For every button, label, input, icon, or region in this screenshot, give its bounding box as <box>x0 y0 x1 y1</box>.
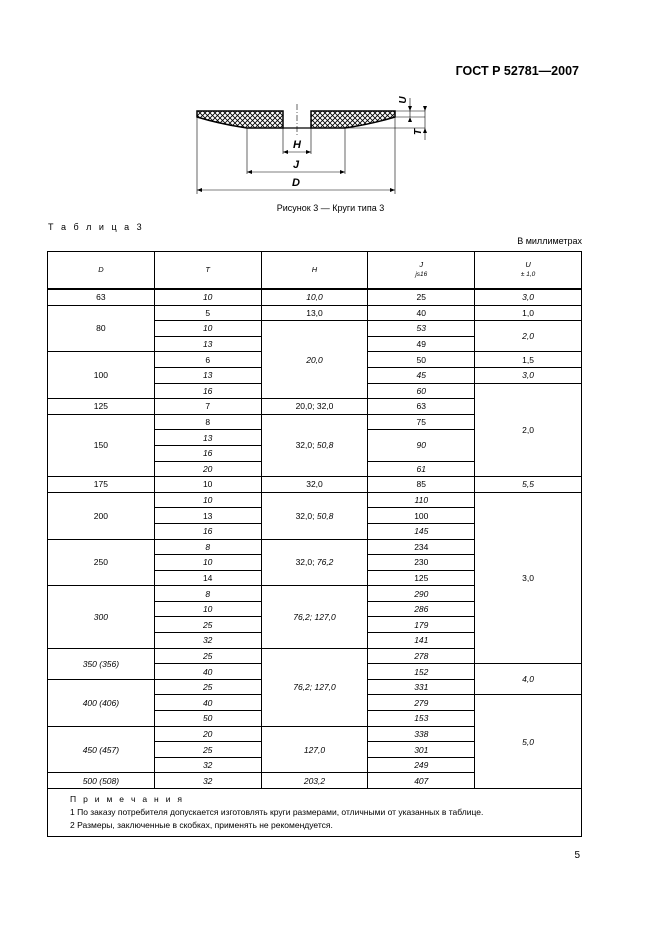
cell-T: 16 <box>154 383 261 399</box>
cell-H: 32,0; 76,2 <box>261 539 368 586</box>
cell-D: 500 (508) <box>48 773 155 789</box>
note-1: 1 По заказу потребителя допускается изготовлять круги размерами, отличными от указанных в таблице. <box>70 807 484 817</box>
cell-J: 338 <box>368 726 475 742</box>
cell-T: 10 <box>154 321 261 337</box>
cell-H: 20,0 <box>261 321 368 399</box>
cell-H: 203,2 <box>261 773 368 789</box>
header-J-tolerance: js16 <box>415 271 428 278</box>
table-header-row <box>48 252 582 290</box>
cell-U: 3,0 <box>475 289 582 305</box>
dimensions-table <box>47 251 582 837</box>
cell-T: 8 <box>154 586 261 602</box>
cell-H: 76,2; 127,0 <box>261 586 368 648</box>
notes-title: П р и м е ч а н и я <box>70 794 185 804</box>
cell-D: 400 (406) <box>48 679 155 726</box>
cell-U: 1,5 <box>475 352 582 368</box>
cell-J: 249 <box>368 757 475 773</box>
cell-J: 63 <box>368 399 475 415</box>
cell-T: 13 <box>154 367 261 383</box>
header-U <box>475 252 582 290</box>
dim-label-H: H <box>293 139 301 151</box>
cell-U: 2,0 <box>475 321 582 352</box>
cell-H: 13,0 <box>261 305 368 321</box>
header-U-label: U <box>525 260 531 269</box>
cell-U: 3,0 <box>475 492 582 664</box>
cell-T: 10 <box>154 289 261 305</box>
cell-J: 50 <box>368 352 475 368</box>
cell-J: 49 <box>368 336 475 352</box>
standard-header: ГОСТ Р 52781—2007 <box>455 64 579 78</box>
cell-H: 32,0 <box>261 477 368 493</box>
cell-D: 100 <box>48 352 155 399</box>
cell-D: 250 <box>48 539 155 586</box>
cell-J: 152 <box>368 664 475 680</box>
cell-T: 5 <box>154 305 261 321</box>
cell-J: 75 <box>368 414 475 430</box>
cell-H: 76,2; 127,0 <box>261 648 368 726</box>
wheel-drawing <box>185 88 445 200</box>
cell-D: 125 <box>48 399 155 415</box>
cell-J: 125 <box>368 570 475 586</box>
cell-T: 13 <box>154 336 261 352</box>
table-label: Т а б л и ц а 3 <box>48 222 145 232</box>
header-J-label: J <box>419 260 424 269</box>
cell-U: 3,0 <box>475 367 582 383</box>
cell-T: 32 <box>154 757 261 773</box>
cell-D: 300 <box>48 586 155 648</box>
cell-T: 13 <box>154 508 261 524</box>
cell-T: 20 <box>154 461 261 477</box>
cell-J: 153 <box>368 711 475 727</box>
table-row <box>48 492 582 508</box>
cell-J: 60 <box>368 383 475 399</box>
cell-J: 141 <box>368 633 475 649</box>
cell-H: 10,0 <box>261 289 368 305</box>
header-D: D <box>48 252 155 290</box>
cell-J: 286 <box>368 601 475 617</box>
cell-T: 25 <box>154 679 261 695</box>
table-row <box>48 477 582 493</box>
cell-J: 278 <box>368 648 475 664</box>
cell-T: 7 <box>154 399 261 415</box>
cell-U: 2,0 <box>475 383 582 477</box>
header-T: T <box>154 252 261 290</box>
cell-T: 6 <box>154 352 261 368</box>
cell-J: 53 <box>368 321 475 337</box>
cell-H: 127,0 <box>261 726 368 773</box>
cell-D: 80 <box>48 305 155 352</box>
units-note: В миллиметрах <box>517 236 582 246</box>
cell-T: 10 <box>154 601 261 617</box>
cell-D: 150 <box>48 414 155 476</box>
cell-J: 61 <box>368 461 475 477</box>
cell-T: 8 <box>154 414 261 430</box>
header-H: H <box>261 252 368 290</box>
cell-U: 4,0 <box>475 664 582 695</box>
header-J <box>368 252 475 290</box>
cell-T: 20 <box>154 726 261 742</box>
cell-H: 32,0; 50,8 <box>261 414 368 476</box>
cell-J: 110 <box>368 492 475 508</box>
cell-J: 290 <box>368 586 475 602</box>
cell-T: 10 <box>154 492 261 508</box>
note-2: 2 Размеры, заключенные в скобках, применять не рекомендуется. <box>70 820 333 830</box>
cell-T: 50 <box>154 711 261 727</box>
cell-D: 63 <box>48 289 155 305</box>
cell-U: 5,5 <box>475 477 582 493</box>
cell-J: 145 <box>368 523 475 539</box>
cell-J: 40 <box>368 305 475 321</box>
cell-H: 20,0; 32,0 <box>261 399 368 415</box>
dim-label-T: T <box>413 128 424 136</box>
cell-J: 25 <box>368 289 475 305</box>
cell-T: 10 <box>154 477 261 493</box>
cell-J: 100 <box>368 508 475 524</box>
cell-T: 10 <box>154 555 261 571</box>
cell-T: 8 <box>154 539 261 555</box>
table-row <box>48 305 582 321</box>
cell-J: 85 <box>368 477 475 493</box>
cell-T: 25 <box>154 617 261 633</box>
cell-J: 90 <box>368 430 475 461</box>
cell-H: 32,0; 50,8 <box>261 492 368 539</box>
cell-U: 5,0 <box>475 695 582 789</box>
cell-J: 407 <box>368 773 475 789</box>
cell-D: 450 (457) <box>48 726 155 773</box>
page-number: 5 <box>574 850 580 861</box>
cell-T: 40 <box>154 664 261 680</box>
figure-caption: Рисунок 3 — Круги типа 3 <box>276 203 385 213</box>
cell-J: 179 <box>368 617 475 633</box>
dim-label-D: D <box>292 177 300 189</box>
cell-J: 331 <box>368 679 475 695</box>
cell-J: 234 <box>368 539 475 555</box>
cell-T: 40 <box>154 695 261 711</box>
cell-D: 350 (356) <box>48 648 155 679</box>
dim-label-J: J <box>292 159 300 171</box>
notes-row <box>48 789 582 837</box>
header-U-tolerance: ± 1,0 <box>520 271 536 278</box>
cell-T: 14 <box>154 570 261 586</box>
cell-T: 16 <box>154 445 261 461</box>
cell-T: 32 <box>154 773 261 789</box>
notes-cell <box>48 789 582 837</box>
cell-D: 175 <box>48 477 155 493</box>
cell-T: 25 <box>154 742 261 758</box>
cell-T: 13 <box>154 430 261 446</box>
cell-J: 45 <box>368 367 475 383</box>
cell-D: 200 <box>48 492 155 539</box>
cell-T: 25 <box>154 648 261 664</box>
cell-J: 230 <box>368 555 475 571</box>
cell-U: 1,0 <box>475 305 582 321</box>
cell-J: 279 <box>368 695 475 711</box>
dim-label-U: U <box>398 96 409 104</box>
cell-T: 32 <box>154 633 261 649</box>
table-row <box>48 289 582 305</box>
cell-J: 301 <box>368 742 475 758</box>
cell-T: 16 <box>154 523 261 539</box>
